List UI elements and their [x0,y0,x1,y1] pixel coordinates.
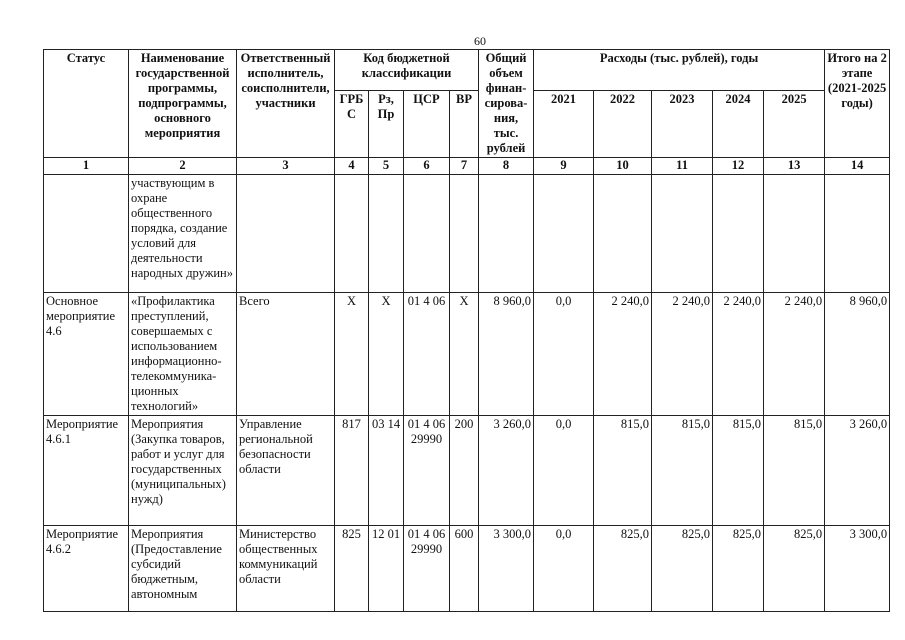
column-number: 3 [237,158,335,175]
cell-2024: 815,0 [713,416,764,526]
cell-status [44,175,129,293]
cell-total: 3 300,0 [479,526,534,612]
column-number: 10 [594,158,652,175]
cell-name: Мероприятия (Предоставление субсидий бюджетным, автономным [129,526,237,612]
cell-status: Мероприятие 4.6.1 [44,416,129,526]
header-year-2024: 2024 [713,90,764,157]
cell-stage-total: 3 260,0 [825,416,890,526]
cell-2023: 2 240,0 [652,293,713,416]
column-number: 2 [129,158,237,175]
cell-vr: Х [450,293,479,416]
column-number: 8 [479,158,534,175]
cell-status: Основное мероприятие 4.6 [44,293,129,416]
cell-2023: 815,0 [652,416,713,526]
cell-2024 [713,175,764,293]
column-number: 9 [534,158,594,175]
cell-grbs: 825 [335,526,369,612]
header-year-2021: 2021 [534,90,594,157]
page-number: 60 [474,34,486,48]
column-number: 6 [404,158,450,175]
cell-executor [237,175,335,293]
cell-rzpr [369,175,404,293]
cell-csr: 01 4 06 [404,293,450,416]
header-total-volume: Общий объем финан-сирова-ния, тыс. рублей [479,50,534,158]
table-row [44,526,890,612]
cell-executor: Управление региональной безопасности области [237,416,335,526]
cell-total: 3 260,0 [479,416,534,526]
header-grbs: ГРБ С [335,90,369,157]
cell-2023: 825,0 [652,526,713,612]
column-number: 11 [652,158,713,175]
cell-2022: 825,0 [594,526,652,612]
column-number: 13 [764,158,825,175]
header-rzpr: Рз, Пр [369,90,404,157]
header-row-1 [44,50,890,91]
cell-2022 [594,175,652,293]
column-number: 4 [335,158,369,175]
cell-csr: 01 4 06 29990 [404,526,450,612]
cell-stage-total [825,175,890,293]
cell-csr [404,175,450,293]
cell-2021: 0,0 [534,526,594,612]
cell-2025: 815,0 [764,416,825,526]
budget-table [43,49,890,612]
cell-2022: 815,0 [594,416,652,526]
cell-vr [450,175,479,293]
header-status: Статус [44,50,129,158]
header-vr: ВР [450,90,479,157]
cell-name: участвующим в охране общественного порядка, создание условий для деятельности народных дружин» [129,175,237,293]
cell-rzpr: 03 14 [369,416,404,526]
cell-executor: Всего [237,293,335,416]
cell-2021 [534,175,594,293]
column-number: 12 [713,158,764,175]
header-year-2023: 2023 [652,90,713,157]
table-row [44,416,890,526]
cell-name: Мероприятия (Закупка товаров, работ и услуг для государственных (муниципальных) нужд) [129,416,237,526]
cell-rzpr: 12 01 [369,526,404,612]
header-csr: ЦСР [404,90,450,157]
cell-2022: 2 240,0 [594,293,652,416]
cell-name: «Профилактика преступлений, совершаемых с использованием информационно-телекоммуника-ционных технологий» [129,293,237,416]
column-number: 1 [44,158,129,175]
cell-executor: Министерство общественных коммуникаций области [237,526,335,612]
table-row [44,293,890,416]
cell-grbs: 817 [335,416,369,526]
header-year-2025: 2025 [764,90,825,157]
cell-vr: 200 [450,416,479,526]
header-year-2022: 2022 [594,90,652,157]
cell-stage-total: 8 960,0 [825,293,890,416]
cell-2025: 2 240,0 [764,293,825,416]
table-row [44,175,890,293]
cell-vr: 600 [450,526,479,612]
cell-2025: 825,0 [764,526,825,612]
cell-grbs [335,175,369,293]
cell-2021: 0,0 [534,293,594,416]
column-number-row [44,158,890,175]
column-number: 5 [369,158,404,175]
cell-grbs: Х [335,293,369,416]
cell-total [479,175,534,293]
cell-2025 [764,175,825,293]
header-name: Наименование государственной программы, подпрограммы, основного мероприятия [129,50,237,158]
cell-2024: 825,0 [713,526,764,612]
cell-rzpr: Х [369,293,404,416]
cell-2024: 2 240,0 [713,293,764,416]
header-stage-total: Итого на 2 этапе (2021-2025 годы) [825,50,890,158]
cell-2023 [652,175,713,293]
header-budget-code: Код бюджетной классификации [335,50,479,91]
column-number: 7 [450,158,479,175]
cell-total: 8 960,0 [479,293,534,416]
header-executor: Ответственный исполнитель, соисполнители, участники [237,50,335,158]
header-expenses: Расходы (тыс. рублей), годы [534,50,825,91]
cell-2021: 0,0 [534,416,594,526]
cell-status: Мероприятие 4.6.2 [44,526,129,612]
column-number: 14 [825,158,890,175]
cell-csr: 01 4 06 29990 [404,416,450,526]
cell-stage-total: 3 300,0 [825,526,890,612]
